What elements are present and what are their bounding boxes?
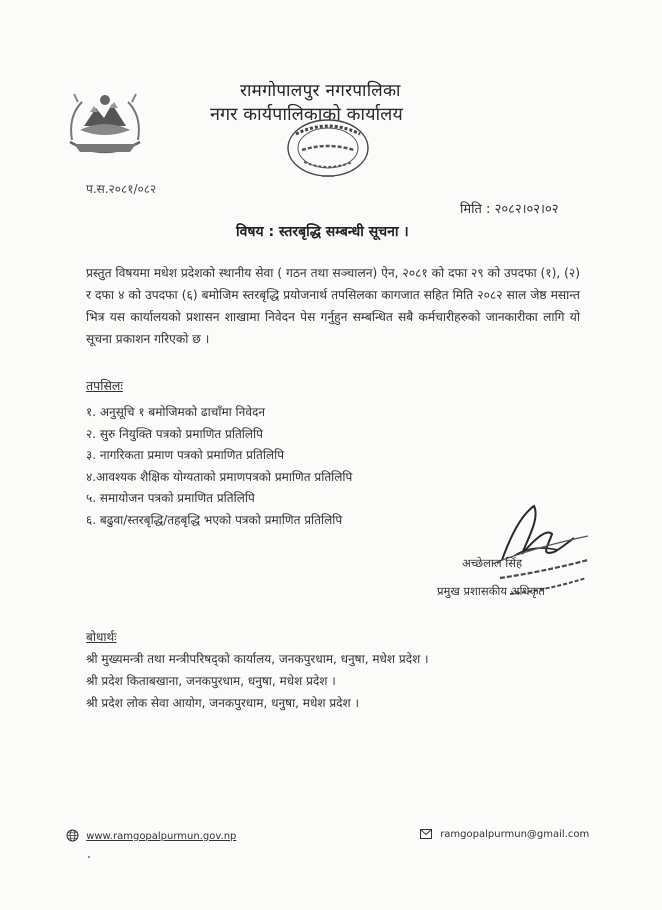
reference-number: प.स.२०८१/०८२ (86, 182, 157, 196)
website-link[interactable]: www.ramgopalpurmun.gov.np (86, 830, 237, 842)
globe-icon (66, 829, 79, 842)
mail-icon (420, 829, 432, 839)
details-item: ६. बढुवा/स्तरबृद्धि/तहबृद्धि भएको पत्रको प्रमाणित प्रतिलिपि (86, 512, 343, 527)
cc-heading: बोधार्थः (86, 630, 117, 644)
office-stamp-image (272, 118, 384, 184)
cc-item: श्री प्रदेश लोक सेवा आयोग, जनकपुरधाम, धनुषा, मधेश प्रदेश । (86, 696, 360, 710)
letter-subject: विषय : स्तरबृद्धि सम्बन्धी सूचना । (236, 224, 409, 240)
cc-item: श्री प्रदेश किताबखाना, जनकपुरधाम, धनुषा, मधेश प्रदेश । (86, 674, 336, 688)
signatory-title: प्रमुख प्रशासकीय अधिकृत (437, 584, 545, 598)
details-heading: तपसिलः (86, 378, 123, 393)
details-item: ३. नागरिकता प्रमाण पत्रको प्रमाणित प्रतिलिपि (86, 448, 285, 462)
signatory-name: अच्छेलाल सिंह (462, 556, 523, 570)
office-name: रामगोपालपुर नगरपालिका (240, 81, 401, 101)
details-item: १. अनुसूचि १ बमोजिमको ढाचाँमा निवेदन (86, 405, 266, 419)
cc-item: श्री मुख्यमन्त्री तथा मन्त्रीपरिषद्को कार्यालय, जनकपुरधाम, धनुषा, मधेश प्रदेश । (86, 652, 429, 666)
details-list (86, 402, 352, 531)
body-paragraph: प्रस्तुत विषयमा मधेश प्रदेशको स्थानीय सेवा ( गठन तथा सञ्चालन) ऐन, २०८१ को दफा २९ को उपदफा (१), (२) र दफा ४ को उपदफा (६) बमोजिम स्तरबृद्धि प्रयोजनार्थ तपसिलका कागजात सहित मिति २०८२ साल जेष्ठ मसान्त भित्र यस कार्यालयको प्रशासन शाखामा निवेदन पेस गर्नुहुन सम्बन्धित सबै कर्मचारीहरुको जानकारीका लागि यो सूचना प्रकाशन गरिएको छ । (86, 266, 580, 346)
footer-website[interactable] (66, 829, 236, 842)
details-item: ५. समायोजन पत्रको प्रमाणित प्रतिलिपि (86, 491, 255, 505)
footer-email[interactable] (420, 829, 589, 840)
details-item: ४.आवश्यक शैक्षिक योग्यताको प्रमाणपत्रको प्रमाणित प्रतिलिपि (86, 469, 353, 484)
email-link[interactable]: ramgopalpurmun@gmail.com (440, 829, 590, 840)
cc-list (86, 648, 429, 714)
letter-date: मिति : २०८२।०२।०२ (460, 202, 559, 217)
office-title: नगर कार्यपालिकाको कार्यालय (210, 104, 403, 125)
details-item: २. सुरु नियुक्ति पत्रको प्रमाणित प्रतिलिपि (86, 426, 263, 441)
stray-mark (88, 856, 90, 858)
government-emblem-logo (62, 82, 148, 164)
